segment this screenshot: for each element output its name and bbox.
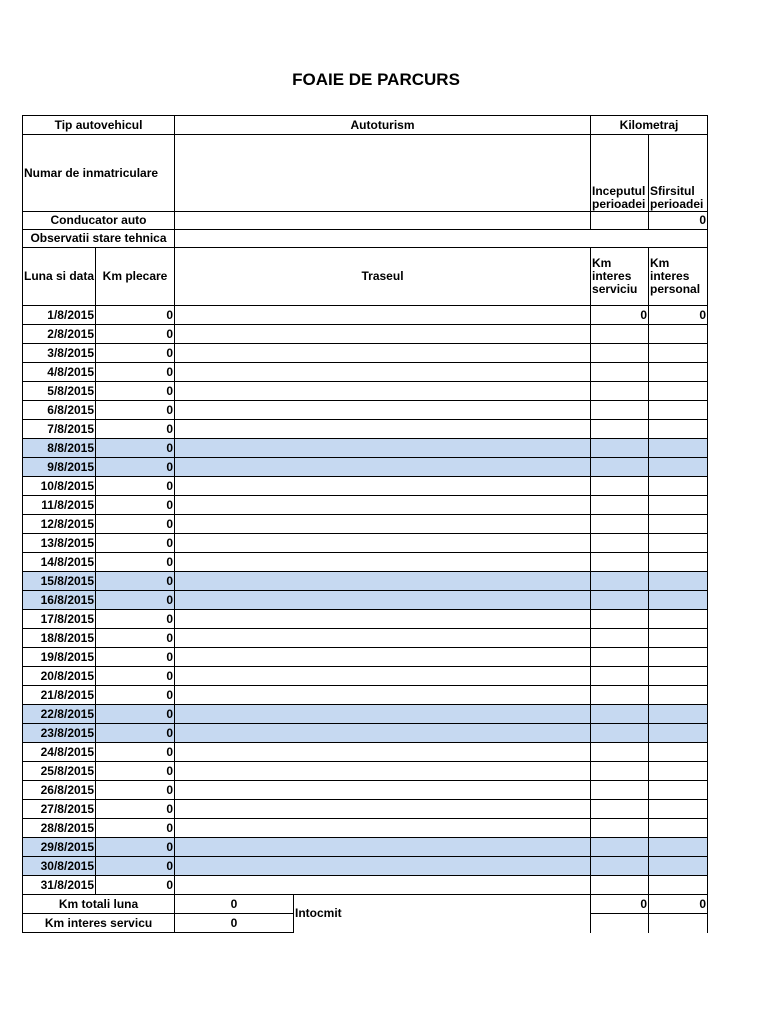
km-serviciu-cell[interactable] — [591, 762, 649, 781]
km-personal-cell[interactable] — [649, 819, 708, 838]
date-cell: 23/8/2015 — [23, 724, 96, 743]
table-row — [23, 363, 708, 382]
date-cell: 26/8/2015 — [23, 781, 96, 800]
traseul-cell[interactable] — [175, 667, 591, 686]
km-plecare-cell[interactable]: 0 — [96, 382, 175, 401]
km-plecare-cell[interactable]: 0 — [96, 648, 175, 667]
km-serviciu-cell[interactable] — [591, 420, 649, 439]
km-personal-cell[interactable] — [649, 325, 708, 344]
km-plecare-cell[interactable]: 0 — [96, 553, 175, 572]
km-plecare-cell[interactable]: 0 — [96, 686, 175, 705]
date-cell: 3/8/2015 — [23, 344, 96, 363]
km-serviciu-label: Km interes servicu — [23, 914, 175, 933]
km-serviciu-value: 0 — [175, 914, 294, 933]
sfarsitul-perioadei-label: Sfirsitul perioadei — [649, 135, 708, 212]
observatii-value[interactable] — [175, 230, 708, 248]
traseul-cell[interactable] — [175, 876, 591, 895]
traseul-cell[interactable] — [175, 363, 591, 382]
table-row — [23, 667, 708, 686]
table-row — [23, 401, 708, 420]
traseul-header: Traseul — [175, 248, 591, 306]
km-plecare-cell[interactable]: 0 — [96, 629, 175, 648]
km-serviciu-cell[interactable] — [591, 515, 649, 534]
km-personal-cell[interactable] — [649, 344, 708, 363]
km-personal-cell[interactable] — [649, 705, 708, 724]
date-cell: 21/8/2015 — [23, 686, 96, 705]
date-cell: 30/8/2015 — [23, 857, 96, 876]
date-cell: 18/8/2015 — [23, 629, 96, 648]
date-cell: 2/8/2015 — [23, 325, 96, 344]
traseul-cell[interactable] — [175, 553, 591, 572]
km-serviciu-cell[interactable]: 0 — [591, 306, 649, 325]
table-row — [23, 724, 708, 743]
date-cell: 7/8/2015 — [23, 420, 96, 439]
traseul-cell[interactable] — [175, 762, 591, 781]
table-row — [23, 458, 708, 477]
table-row — [23, 838, 708, 857]
km-plecare-cell[interactable]: 0 — [96, 363, 175, 382]
km-serviciu-cell[interactable] — [591, 686, 649, 705]
km-plecare-cell[interactable]: 0 — [96, 496, 175, 515]
traseul-cell[interactable] — [175, 724, 591, 743]
table-row — [23, 705, 708, 724]
date-cell: 8/8/2015 — [23, 439, 96, 458]
date-cell: 24/8/2015 — [23, 743, 96, 762]
observatii-label: Observatii stare tehnica — [23, 230, 175, 248]
km-personal-cell[interactable] — [649, 743, 708, 762]
km-serviciu-cell[interactable] — [591, 781, 649, 800]
km-serviciu-cell[interactable] — [591, 572, 649, 591]
km-totali-label: Km totali luna — [23, 895, 175, 914]
km-personal-header: Km interes personal — [649, 248, 708, 306]
date-cell: 27/8/2015 — [23, 800, 96, 819]
luna-si-data-header: Luna si data — [23, 248, 96, 306]
km-serviciu-cell[interactable] — [591, 800, 649, 819]
km-personal-cell[interactable] — [649, 724, 708, 743]
km-plecare-cell[interactable]: 0 — [96, 800, 175, 819]
km-personal-cell[interactable] — [649, 496, 708, 515]
date-cell: 10/8/2015 — [23, 477, 96, 496]
km-serviciu-cell[interactable] — [591, 838, 649, 857]
conducator-km-start[interactable] — [591, 212, 649, 230]
travel-sheet-table — [22, 115, 708, 933]
km-plecare-cell[interactable]: 0 — [96, 857, 175, 876]
traseul-cell[interactable] — [175, 591, 591, 610]
km-personal-cell[interactable] — [649, 515, 708, 534]
km-serviciu-cell[interactable] — [591, 743, 649, 762]
tip-autovehicul-label: Tip autovehicul — [23, 116, 175, 135]
km-personal-cell[interactable] — [649, 781, 708, 800]
km-plecare-cell[interactable]: 0 — [96, 572, 175, 591]
km-personal-cell[interactable] — [649, 762, 708, 781]
date-cell: 20/8/2015 — [23, 667, 96, 686]
km-personal-cell[interactable] — [649, 610, 708, 629]
km-personal-cell[interactable] — [649, 420, 708, 439]
table-row — [23, 420, 708, 439]
km-serviciu-header: Km interes serviciu — [591, 248, 649, 306]
km-plecare-cell[interactable]: 0 — [96, 838, 175, 857]
km-serviciu-cell[interactable] — [591, 477, 649, 496]
km-personal-cell[interactable] — [649, 857, 708, 876]
date-cell: 19/8/2015 — [23, 648, 96, 667]
km-plecare-cell[interactable]: 0 — [96, 458, 175, 477]
traseul-cell[interactable] — [175, 344, 591, 363]
traseul-cell[interactable] — [175, 800, 591, 819]
tip-autovehicul-value[interactable]: Autoturism — [175, 116, 591, 135]
date-cell: 13/8/2015 — [23, 534, 96, 553]
date-cell: 25/8/2015 — [23, 762, 96, 781]
km-serviciu-cell[interactable] — [591, 534, 649, 553]
date-cell: 29/8/2015 — [23, 838, 96, 857]
km-plecare-cell[interactable]: 0 — [96, 515, 175, 534]
traseul-cell[interactable] — [175, 819, 591, 838]
km-personal-cell[interactable] — [649, 401, 708, 420]
km-personal-cell[interactable] — [649, 534, 708, 553]
table-row — [23, 610, 708, 629]
table-row — [23, 629, 708, 648]
traseul-cell[interactable] — [175, 648, 591, 667]
date-cell: 22/8/2015 — [23, 705, 96, 724]
km-serviciu-cell[interactable] — [591, 591, 649, 610]
traseul-cell[interactable] — [175, 838, 591, 857]
km-serviciu-cell[interactable] — [591, 439, 649, 458]
km-plecare-cell[interactable]: 0 — [96, 420, 175, 439]
table-row — [23, 515, 708, 534]
km-plecare-cell[interactable]: 0 — [96, 762, 175, 781]
conducator-km-end[interactable]: 0 — [649, 212, 708, 230]
conducator-auto-label: Conducator auto — [23, 212, 175, 230]
date-cell: 16/8/2015 — [23, 591, 96, 610]
inceputul-perioadei-label: Inceputul perioadei — [591, 135, 649, 212]
km-plecare-cell[interactable]: 0 — [96, 781, 175, 800]
table-row — [23, 686, 708, 705]
table-row — [23, 648, 708, 667]
intocmit-label: Intocmit — [294, 895, 591, 933]
km-personal-cell[interactable]: 0 — [649, 306, 708, 325]
km-serviciu-cell[interactable] — [591, 819, 649, 838]
traseul-cell[interactable] — [175, 306, 591, 325]
km-serviciu-cell[interactable] — [591, 705, 649, 724]
km-personal-cell[interactable] — [649, 439, 708, 458]
date-cell: 6/8/2015 — [23, 401, 96, 420]
km-serviciu-cell[interactable] — [591, 667, 649, 686]
table-row — [23, 572, 708, 591]
traseul-cell[interactable] — [175, 325, 591, 344]
date-cell: 5/8/2015 — [23, 382, 96, 401]
km-personal-cell[interactable] — [649, 363, 708, 382]
traseul-cell[interactable] — [175, 629, 591, 648]
total-personal-value: 0 — [649, 895, 708, 914]
km-serviciu-cell[interactable] — [591, 610, 649, 629]
table-row — [23, 762, 708, 781]
km-personal-cell[interactable] — [649, 553, 708, 572]
km-serviciu-cell[interactable] — [591, 648, 649, 667]
table-row — [23, 781, 708, 800]
table-row — [23, 743, 708, 762]
table-row — [23, 344, 708, 363]
traseul-cell[interactable] — [175, 705, 591, 724]
table-row — [23, 553, 708, 572]
km-plecare-cell[interactable]: 0 — [96, 876, 175, 895]
km-serviciu-cell[interactable] — [591, 401, 649, 420]
table-row — [23, 857, 708, 876]
km-serviciu-cell[interactable] — [591, 363, 649, 382]
km-plecare-cell[interactable]: 0 — [96, 591, 175, 610]
km-personal-cell[interactable] — [649, 667, 708, 686]
km-personal-cell[interactable] — [649, 458, 708, 477]
km-personal-cell[interactable] — [649, 477, 708, 496]
km-serviciu-cell[interactable] — [591, 724, 649, 743]
km-serviciu-cell[interactable] — [591, 629, 649, 648]
traseul-cell[interactable] — [175, 857, 591, 876]
km-plecare-cell[interactable]: 0 — [96, 724, 175, 743]
date-cell: 28/8/2015 — [23, 819, 96, 838]
traseul-cell[interactable] — [175, 515, 591, 534]
traseul-cell[interactable] — [175, 572, 591, 591]
traseul-cell[interactable] — [175, 781, 591, 800]
traseul-cell[interactable] — [175, 458, 591, 477]
km-serviciu-cell[interactable] — [591, 382, 649, 401]
km-plecare-cell[interactable]: 0 — [96, 610, 175, 629]
table-row — [23, 800, 708, 819]
km-personal-cell[interactable] — [649, 572, 708, 591]
date-cell: 15/8/2015 — [23, 572, 96, 591]
km-serviciu-cell[interactable] — [591, 458, 649, 477]
conducator-auto-value[interactable] — [175, 212, 591, 230]
table-row — [23, 477, 708, 496]
signature-cell-2[interactable] — [649, 914, 708, 933]
traseul-cell[interactable] — [175, 477, 591, 496]
km-personal-cell[interactable] — [649, 838, 708, 857]
km-personal-cell[interactable] — [649, 876, 708, 895]
km-personal-cell[interactable] — [649, 686, 708, 705]
kilometraj-label: Kilometraj — [591, 116, 708, 135]
km-plecare-cell[interactable]: 0 — [96, 705, 175, 724]
table-row — [23, 534, 708, 553]
km-personal-cell[interactable] — [649, 800, 708, 819]
table-row — [23, 496, 708, 515]
numar-inmatriculare-value[interactable] — [175, 135, 591, 212]
km-plecare-cell[interactable]: 0 — [96, 477, 175, 496]
table-row — [23, 591, 708, 610]
date-cell: 4/8/2015 — [23, 363, 96, 382]
traseul-cell[interactable] — [175, 401, 591, 420]
km-plecare-cell[interactable]: 0 — [96, 325, 175, 344]
km-serviciu-cell[interactable] — [591, 553, 649, 572]
traseul-cell[interactable] — [175, 439, 591, 458]
document-title: FOAIE DE PARCURS — [292, 70, 460, 89]
table-row — [23, 819, 708, 838]
traseul-cell[interactable] — [175, 382, 591, 401]
km-plecare-cell[interactable]: 0 — [96, 743, 175, 762]
traseul-cell[interactable] — [175, 496, 591, 515]
total-serviciu-value: 0 — [591, 895, 649, 914]
traseul-cell[interactable] — [175, 610, 591, 629]
km-plecare-cell[interactable]: 0 — [96, 401, 175, 420]
signature-cell-1[interactable] — [591, 914, 649, 933]
km-serviciu-cell[interactable] — [591, 325, 649, 344]
km-plecare-cell[interactable]: 0 — [96, 439, 175, 458]
km-personal-cell[interactable] — [649, 648, 708, 667]
km-personal-cell[interactable] — [649, 629, 708, 648]
traseul-cell[interactable] — [175, 534, 591, 553]
date-cell: 9/8/2015 — [23, 458, 96, 477]
table-row — [23, 876, 708, 895]
date-cell: 31/8/2015 — [23, 876, 96, 895]
date-cell: 17/8/2015 — [23, 610, 96, 629]
km-plecare-cell[interactable]: 0 — [96, 667, 175, 686]
km-serviciu-cell[interactable] — [591, 496, 649, 515]
date-cell: 11/8/2015 — [23, 496, 96, 515]
km-plecare-cell[interactable]: 0 — [96, 534, 175, 553]
table-row — [23, 306, 708, 325]
date-cell: 12/8/2015 — [23, 515, 96, 534]
table-row — [23, 325, 708, 344]
traseul-cell[interactable] — [175, 686, 591, 705]
table-row — [23, 439, 708, 458]
date-cell: 1/8/2015 — [23, 306, 96, 325]
km-personal-cell[interactable] — [649, 382, 708, 401]
km-plecare-header: Km plecare — [96, 248, 175, 306]
date-cell: 14/8/2015 — [23, 553, 96, 572]
km-plecare-cell[interactable]: 0 — [96, 344, 175, 363]
km-serviciu-cell[interactable] — [591, 857, 649, 876]
km-serviciu-cell[interactable] — [591, 344, 649, 363]
numar-inmatriculare-label: Numar de inmatriculare — [23, 135, 175, 212]
km-plecare-cell[interactable]: 0 — [96, 306, 175, 325]
km-personal-cell[interactable] — [649, 591, 708, 610]
table-row — [23, 382, 708, 401]
km-totali-value: 0 — [175, 895, 294, 914]
km-serviciu-cell[interactable] — [591, 876, 649, 895]
traseul-cell[interactable] — [175, 420, 591, 439]
traseul-cell[interactable] — [175, 743, 591, 762]
km-plecare-cell[interactable]: 0 — [96, 819, 175, 838]
